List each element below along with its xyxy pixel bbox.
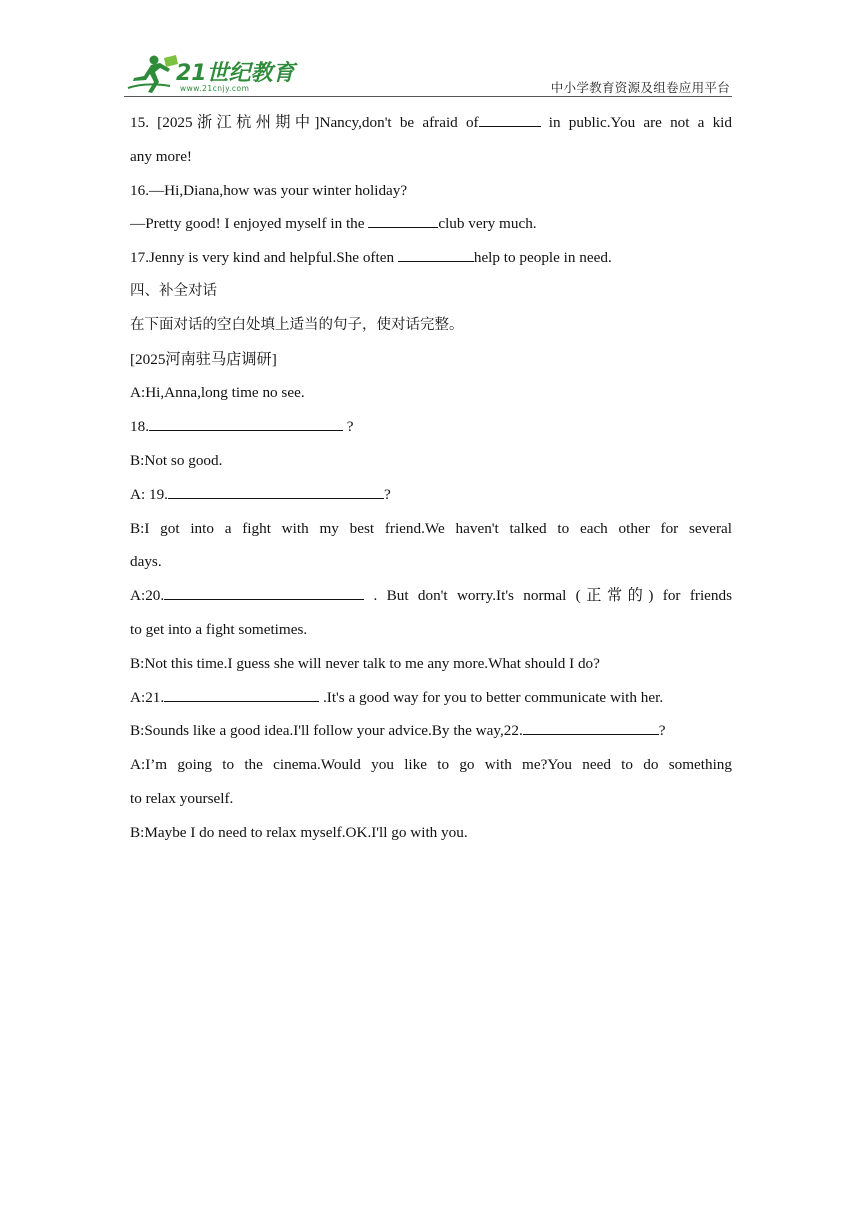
blank-16[interactable] [368, 213, 438, 228]
platform-name: 中小学教育资源及组卷应用平台 [550, 80, 730, 95]
dialog-line-6: days. [130, 553, 162, 571]
blank-22[interactable] [523, 720, 659, 735]
question-16-answer: —Pretty good! I enjoyed myself in the club very much. [130, 215, 537, 233]
blank-19[interactable] [168, 484, 384, 499]
dialog-line-21: A:21. .It's a good way for you to better communicate with her. [130, 688, 664, 706]
section-4-source: [2025河南驻马店调研] [130, 350, 277, 368]
dialog-line-20: A:20. . But don't worry.It's normal (正常的) for friends [130, 587, 732, 605]
dialog-line-13: to relax yourself. [130, 789, 234, 807]
question-17: 17.Jenny is very kind and helpful.She often help to people in need. [130, 249, 612, 267]
blank-15[interactable] [479, 112, 541, 127]
section-4-instruction: 在下面对话的空白处填上适当的句子，使对话完整。 [130, 316, 464, 333]
dialog-line-12: A:I’m going to the cinema.Would you like to go with me?You need to do something [130, 756, 732, 774]
blank-20[interactable] [164, 585, 364, 600]
dialog-line-18: 18. ? [130, 418, 354, 436]
blank-18[interactable] [149, 416, 343, 431]
question-15-cont: any more! [130, 147, 192, 165]
dialog-line-5: B:I got into a fight with my best friend.We haven't talked to each other for several [130, 519, 732, 537]
dialog-line-19: A: 19. ? [130, 485, 391, 503]
document-body [130, 106, 732, 850]
dialog-line-9: B:Not this time.I guess she will never talk to me any more.What should I do? [130, 654, 600, 672]
dialog-line-14: B:Maybe I do need to relax myself.OK.I'll go with you. [130, 823, 468, 841]
question-16: 16.—Hi,Diana,how was your winter holiday? [130, 181, 408, 199]
dialog-line-3: B:Not so good. [130, 451, 223, 469]
dialog-line-1: A:Hi,Anna,long time no see. [130, 384, 305, 402]
svg-text:www.21cnjy.com: www.21cnjy.com [180, 84, 250, 93]
runner-icon [128, 55, 178, 93]
21cnjy-logo [124, 52, 304, 94]
header-divider [124, 96, 732, 97]
blank-17[interactable] [398, 247, 474, 262]
blank-21[interactable] [164, 687, 319, 702]
section-4-title: 四、补全对话 [130, 282, 217, 299]
dialog-line-22: B:Sounds like a good idea.I'll follow your advice.By the way,22. ? [130, 722, 666, 740]
question-15: 15. [2025浙江杭州期中]Nancy,don't be afraid of in public.You are not a kid [130, 114, 732, 131]
svg-text:21世纪教育: 21世纪教育 [176, 61, 295, 86]
page-header [124, 48, 732, 98]
dialog-line-8: to get into a fight sometimes. [130, 620, 308, 638]
